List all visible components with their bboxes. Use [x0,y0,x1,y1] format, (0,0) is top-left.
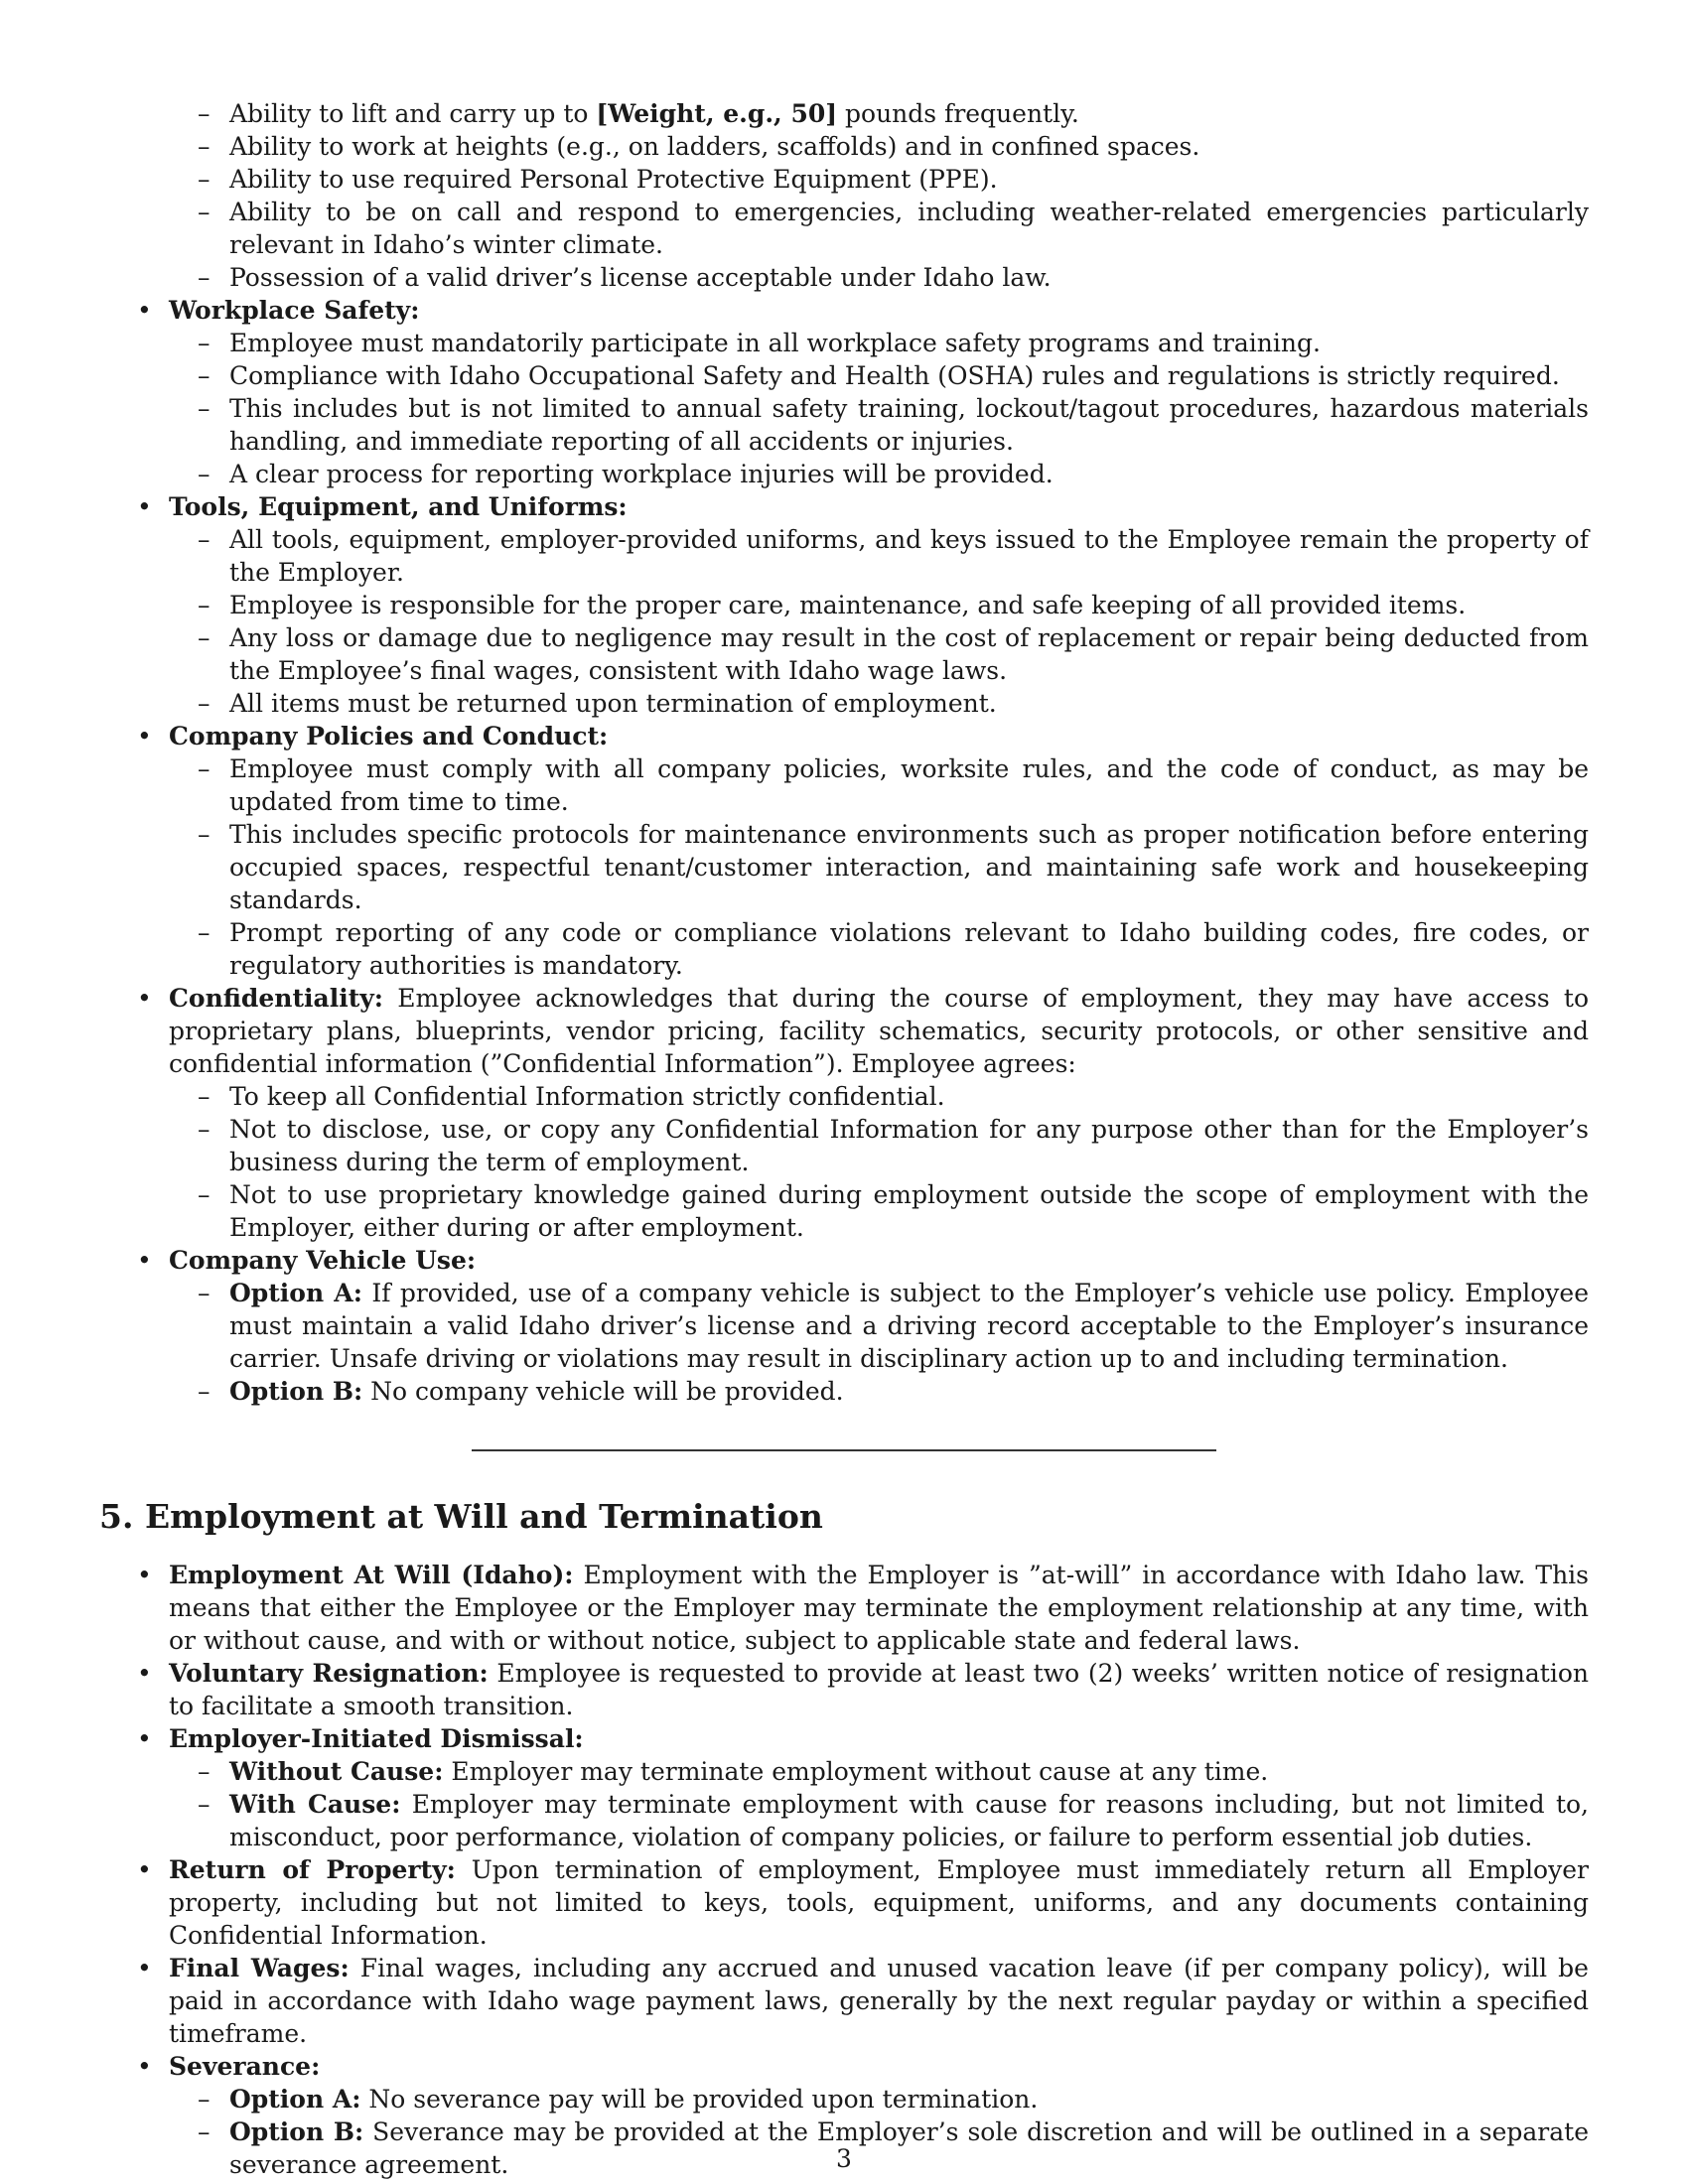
list-item: – Prompt reporting of any code or compliance violations relevant to Idaho building codes, fire codes, or regulatory authorities is mandatory. [169,916,1589,982]
list-item: – Compliance with Idaho Occupational Safety and Health (OSHA) rules and regulations is strictly required. [169,359,1589,392]
list-item: – Without Cause: Employer may terminate employment without cause at any time. [169,1755,1589,1788]
list-item: – This includes but is not limited to annual safety training, lockout/tagout procedures, hazardous materials handling, and immediate reporting of all accidents or injuries. [169,392,1589,458]
list-item: – Possession of a valid driver’s license acceptable under Idaho law. [99,261,1589,294]
final-wages-item: • Final Wages: Final wages, including any accrued and unused vacation leave (if per company policy), will be paid in accordance with Idaho wage payment laws, generally by the next regular payday or within a specified timeframe. [99,1952,1589,2050]
list-item: – All tools, equipment, employer-provided uniforms, and keys issued to the Employee remain the property of the Employer. [169,523,1589,589]
physical-requirements-list [99,97,1589,1408]
list-item: – Employee must comply with all company policies, worksite rules, and the code of conduct, as may be updated from time to time. [169,752,1589,818]
company-vehicle-title: Company Vehicle Use: [169,1246,477,1275]
document-page [99,97,1589,2181]
list-item: – With Cause: Employer may terminate employment with cause for reasons including, but not limited to, misconduct, poor performance, violation of company policies, or failure to perform essential job duties. [169,1788,1589,1853]
list-item: – Ability to use required Personal Protective Equipment (PPE). [99,163,1589,196]
list-item: – Ability to work at heights (e.g., on ladders, scaffolds) and in confined spaces. [99,130,1589,163]
employer-dismissal-item: • Employer-Initiated Dismissal: – Without Cause: Employer may terminate employment without cause at any time. – With Cause: Employer may terminate employment with cause for reasons including, but not limited to, misconduct, poor performance, violation of company policies, or failure to perform essential job duties. [99,1722,1589,1853]
return-of-property-item: • Return of Property: Upon termination of employment, Employee must immediately return all Employer property, including but not limited to keys, tools, equipment, uniforms, and any documents containing Confidential Information. [99,1853,1589,1952]
list-item: – A clear process for reporting workplace injuries will be provided. [169,458,1589,490]
tools-equipment-item [99,490,1589,720]
list-item: – Option A: No severance pay will be provided upon termination. [169,2083,1589,2116]
confidentiality-item: • Confidentiality: Employee acknowledges that during the course of employment, they may have access to proprietary plans, blueprints, vendor pricing, facility schematics, security protocols, or other sensitive and confidential information (”Confidential Information”). Employee agrees: – To keep all Confidential Information strictly confidential. – Not to disclose, use, or copy any Confidential Information for any purpose other than for the Employer’s business during the term of employment. – Not to use proprietary knowledge gained during employment outside the scope of employment with the Employer, either during or after employment. [99,982,1589,1244]
list-item: – Employee must mandatorily participate in all workplace safety programs and training. [169,327,1589,359]
list-item: – All items must be returned upon termination of employment. [169,687,1589,720]
list-item: – Any loss or damage due to negligence may result in the cost of replacement or repair being deducted from the Employee’s final wages, consistent with Idaho wage laws. [169,621,1589,687]
list-item: – To keep all Confidential Information strictly confidential. [169,1080,1589,1113]
section-divider [472,1449,1216,1451]
section-heading: 5. Employment at Will and Termination [99,1497,823,1536]
workplace-safety-title: Workplace Safety: [169,296,420,325]
tools-equipment-title: Tools, Equipment, and Uniforms: [169,492,628,521]
employment-at-will-item: • Employment At Will (Idaho): Employment with the Employer is ”at-will” in accordance with Idaho law. This means that either the Employee or the Employer may terminate the employment relationship at any time, with or without cause, and with or without notice, subject to applicable state and federal laws. [99,1559,1589,1657]
list-item: – Not to use proprietary knowledge gained during employment outside the scope of employment with the Employer, either during or after employment. [169,1178,1589,1244]
list-item: – Ability to lift and carry up to [Weight, e.g., 50] pounds frequently. [99,97,1589,130]
company-policies-title: Company Policies and Conduct: [169,722,609,751]
confidentiality-title: Confidentiality: [169,984,384,1013]
page-number: 3 [836,2144,852,2173]
company-policies-item [99,720,1589,982]
workplace-safety-item [99,294,1589,490]
termination-list [99,1559,1589,2181]
list-item: – Option A: If provided, use of a company vehicle is subject to the Employer’s vehicle use policy. Employee must maintain a valid Idaho driver’s license and a driving record acceptable to the Employer’s insurance carrier. Unsafe driving or violations may result in disciplinary action up to and including termination. [169,1277,1589,1375]
list-item: – Ability to be on call and respond to emergencies, including weather-related emergencies particularly relevant in Idaho’s winter climate. [99,196,1589,261]
list-item: – This includes specific protocols for maintenance environments such as proper notification before entering occupied spaces, respectful tenant/customer interaction, and maintaining safe work and housekeeping standards. [169,818,1589,916]
voluntary-resignation-item: • Voluntary Resignation: Employee is requested to provide at least two (2) weeks’ written notice of resignation to facilitate a smooth transition. [99,1657,1589,1722]
list-item: – Option B: No company vehicle will be provided. [169,1375,1589,1408]
list-item: – Not to disclose, use, or copy any Confidential Information for any purpose other than for the Employer’s business during the term of employment. [169,1113,1589,1178]
severance-item: • Severance: – Option A: No severance pay will be provided upon termination. – Option B: Severance may be provided at the Employer’s sole discretion and will be outlined in a separate severance agreement. [99,2050,1589,2181]
list-item: – Option B: Severance may be provided at the Employer’s sole discretion and will be outlined in a separate severance agreement. [169,2116,1589,2181]
company-vehicle-item [99,1244,1589,1408]
list-item: – Employee is responsible for the proper care, maintenance, and safe keeping of all provided items. [169,589,1589,621]
